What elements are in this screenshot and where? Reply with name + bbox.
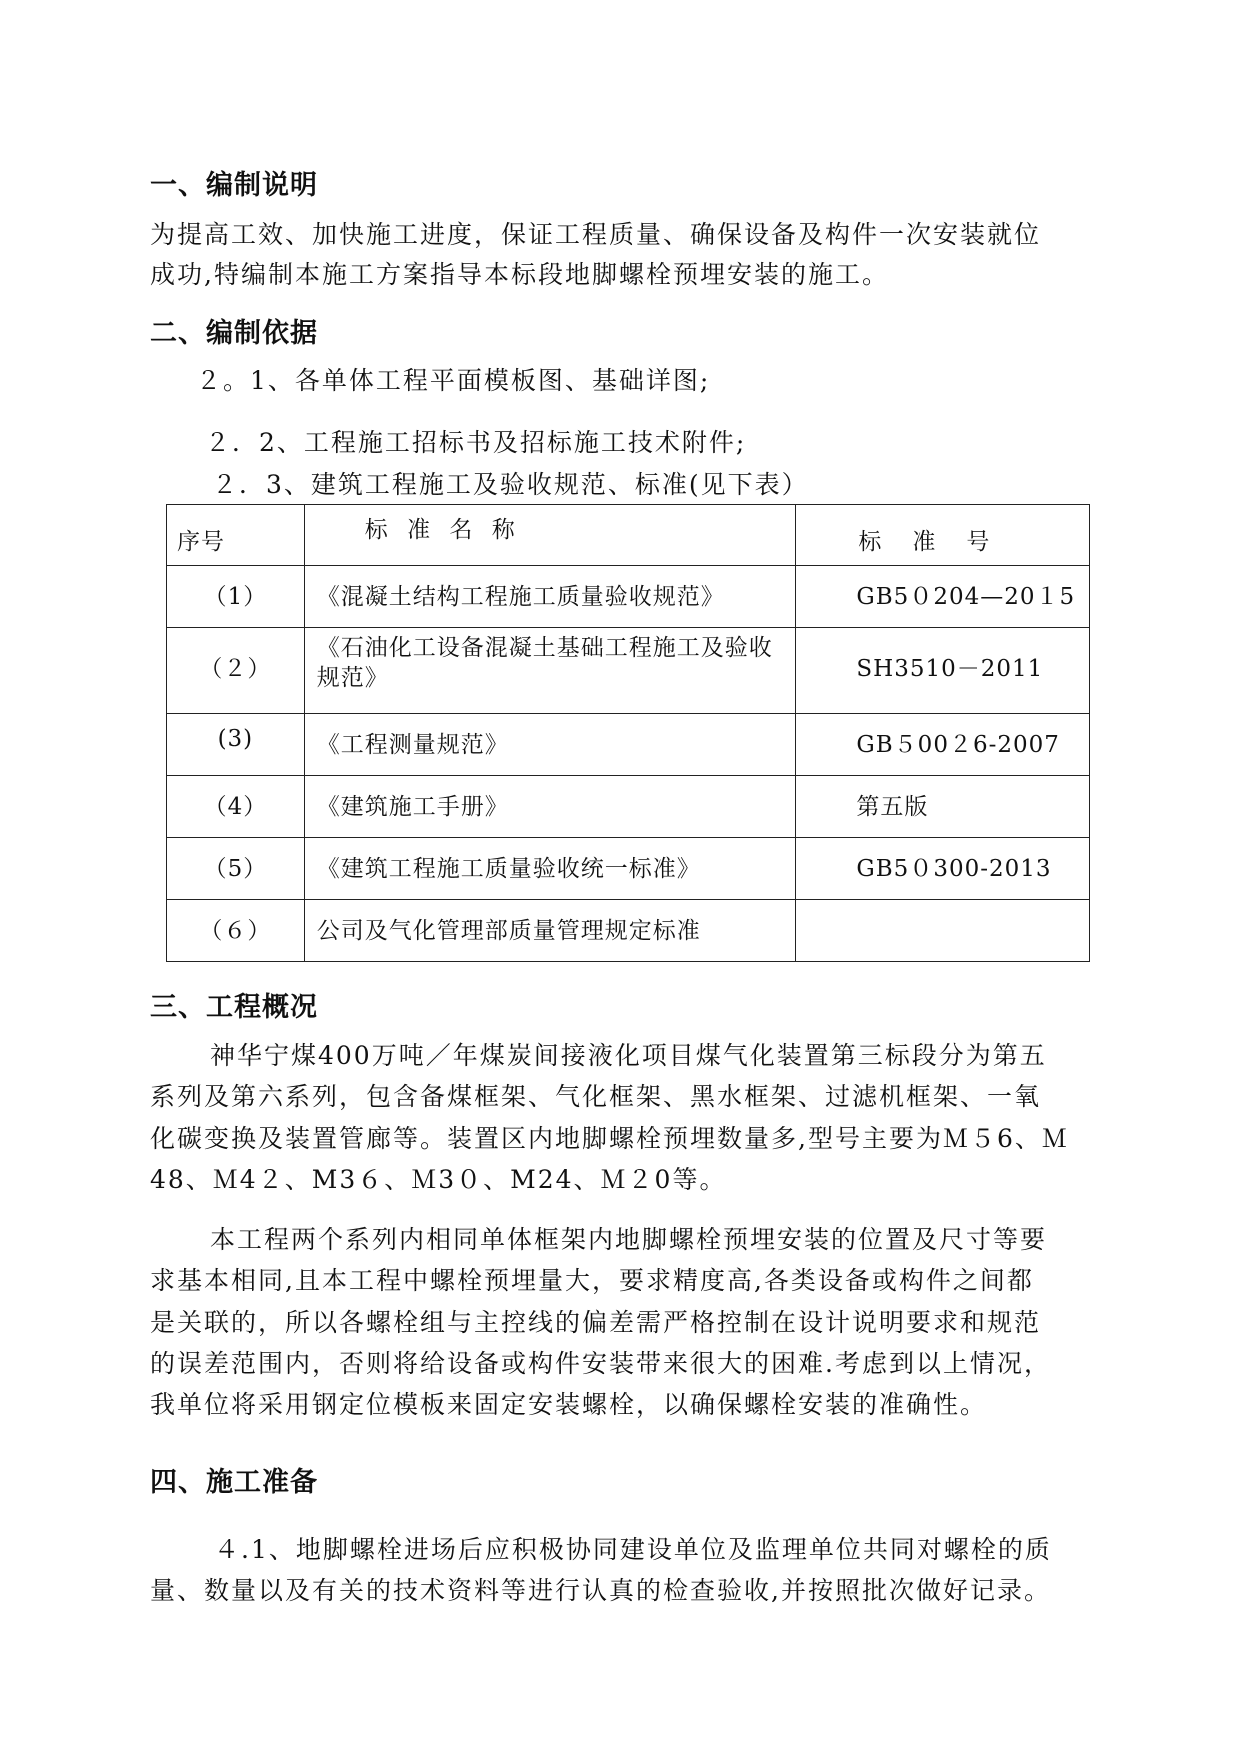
row-code [796, 900, 1089, 912]
row-no: (3) [217, 726, 254, 752]
list-item: ２．3、建筑工程施工及验收规范、标准(见下表） [212, 470, 809, 499]
row-code: 第五版 [856, 794, 929, 820]
row-name: 《建筑施工手册》 [316, 794, 509, 820]
row-code: GB5０300-2013 [856, 856, 1052, 882]
row-name: 公司及气化管理部质量管理规定标准 [316, 918, 701, 944]
list-item: ２．2、工程施工招标书及招标施工技术附件; [205, 428, 747, 457]
row-code: GB５00２6-2007 [856, 732, 1060, 758]
table-row [167, 900, 1090, 962]
row-code: SH3510－2011 [856, 656, 1044, 682]
table-row [167, 566, 1090, 628]
row-no: （1） [203, 584, 268, 610]
paragraph-line: 本工程两个系列内相同单体框架内地脚螺栓预埋安装的位置及尺寸等要 [210, 1225, 1048, 1254]
paragraph-line: 我单位将采用钢定位模板来固定安装螺栓，以确保螺栓安装的准确性。 [150, 1390, 988, 1419]
row-name: 《石油化工设备混凝土基础工程施工及验收规范》 [316, 635, 773, 691]
section-heading-4: 四、施工准备 [150, 1467, 318, 1498]
row-name: 《混凝土结构工程施工质量验收规范》 [316, 584, 725, 610]
section-heading-1: 一、编制说明 [150, 170, 318, 201]
paragraph-line: 的误差范围内，否则将给设备或构件安装带来很大的困难.考虑到以上情况， [150, 1349, 1051, 1378]
paragraph-line: ４.1、地脚螺栓进场后应积极协同建设单位及监理单位共同对螺栓的质 [214, 1535, 1052, 1564]
table-row [167, 714, 1090, 776]
table-row [167, 838, 1090, 900]
paragraph-line: 化碳变换及装置管廊等。装置区内地脚螺栓预埋数量多,型号主要为Ｍ５6、Ｍ [150, 1124, 1069, 1153]
list-item: ２。1、各单体工程平面模板图、基础详图; [196, 366, 711, 395]
paragraph-line: 为提高工效、加快施工进度，保证工程质量、确保设备及构件一次安装就位 [150, 220, 1042, 249]
header-no: 序号 [177, 529, 225, 555]
header-code: 标 准 号 [858, 529, 994, 555]
row-no: （６） [199, 918, 272, 944]
row-name: 《建筑工程施工质量验收统一标准》 [316, 856, 701, 882]
paragraph-line: 量、数量以及有关的技术资料等进行认真的检查验收,并按照批次做好记录。 [150, 1576, 1051, 1605]
paragraph-line: 48、Ｍ4２、M3６、Ｍ3０、M24、Ｍ２0等。 [150, 1165, 727, 1194]
row-code: GB5０204—20１5 [856, 584, 1076, 610]
paragraph-line: 系列及第六系列，包含备煤框架、气化框架、黑水框架、过滤机框架、一氧 [150, 1082, 1042, 1111]
paragraph-line: 成功,特编制本施工方案指导本标段地脚螺栓预埋安装的施工。 [150, 260, 889, 289]
paragraph-line: 求基本相同,且本工程中螺栓预埋量大，要求精度高,各类设备或构件之间都 [150, 1266, 1034, 1295]
row-name: 《工程测量规范》 [316, 732, 509, 758]
section-heading-2: 二、编制依据 [150, 318, 318, 349]
row-no: （２） [199, 656, 272, 682]
paragraph-line: 是关联的，所以各螺栓组与主控线的偏差需严格控制在设计说明要求和规范 [150, 1308, 1042, 1337]
table-row [167, 776, 1090, 838]
section-heading-3: 三、工程概况 [150, 992, 318, 1023]
row-no: （4） [203, 794, 268, 820]
row-no: （5） [203, 856, 268, 882]
table-header-row [167, 505, 1090, 566]
header-name: 标 准 名 称 [364, 517, 521, 543]
paragraph-line: 神华宁煤400万吨／年煤炭间接液化项目煤气化装置第三标段分为第五 [210, 1041, 1047, 1070]
standards-table [166, 504, 1090, 962]
table-row [167, 628, 1090, 714]
